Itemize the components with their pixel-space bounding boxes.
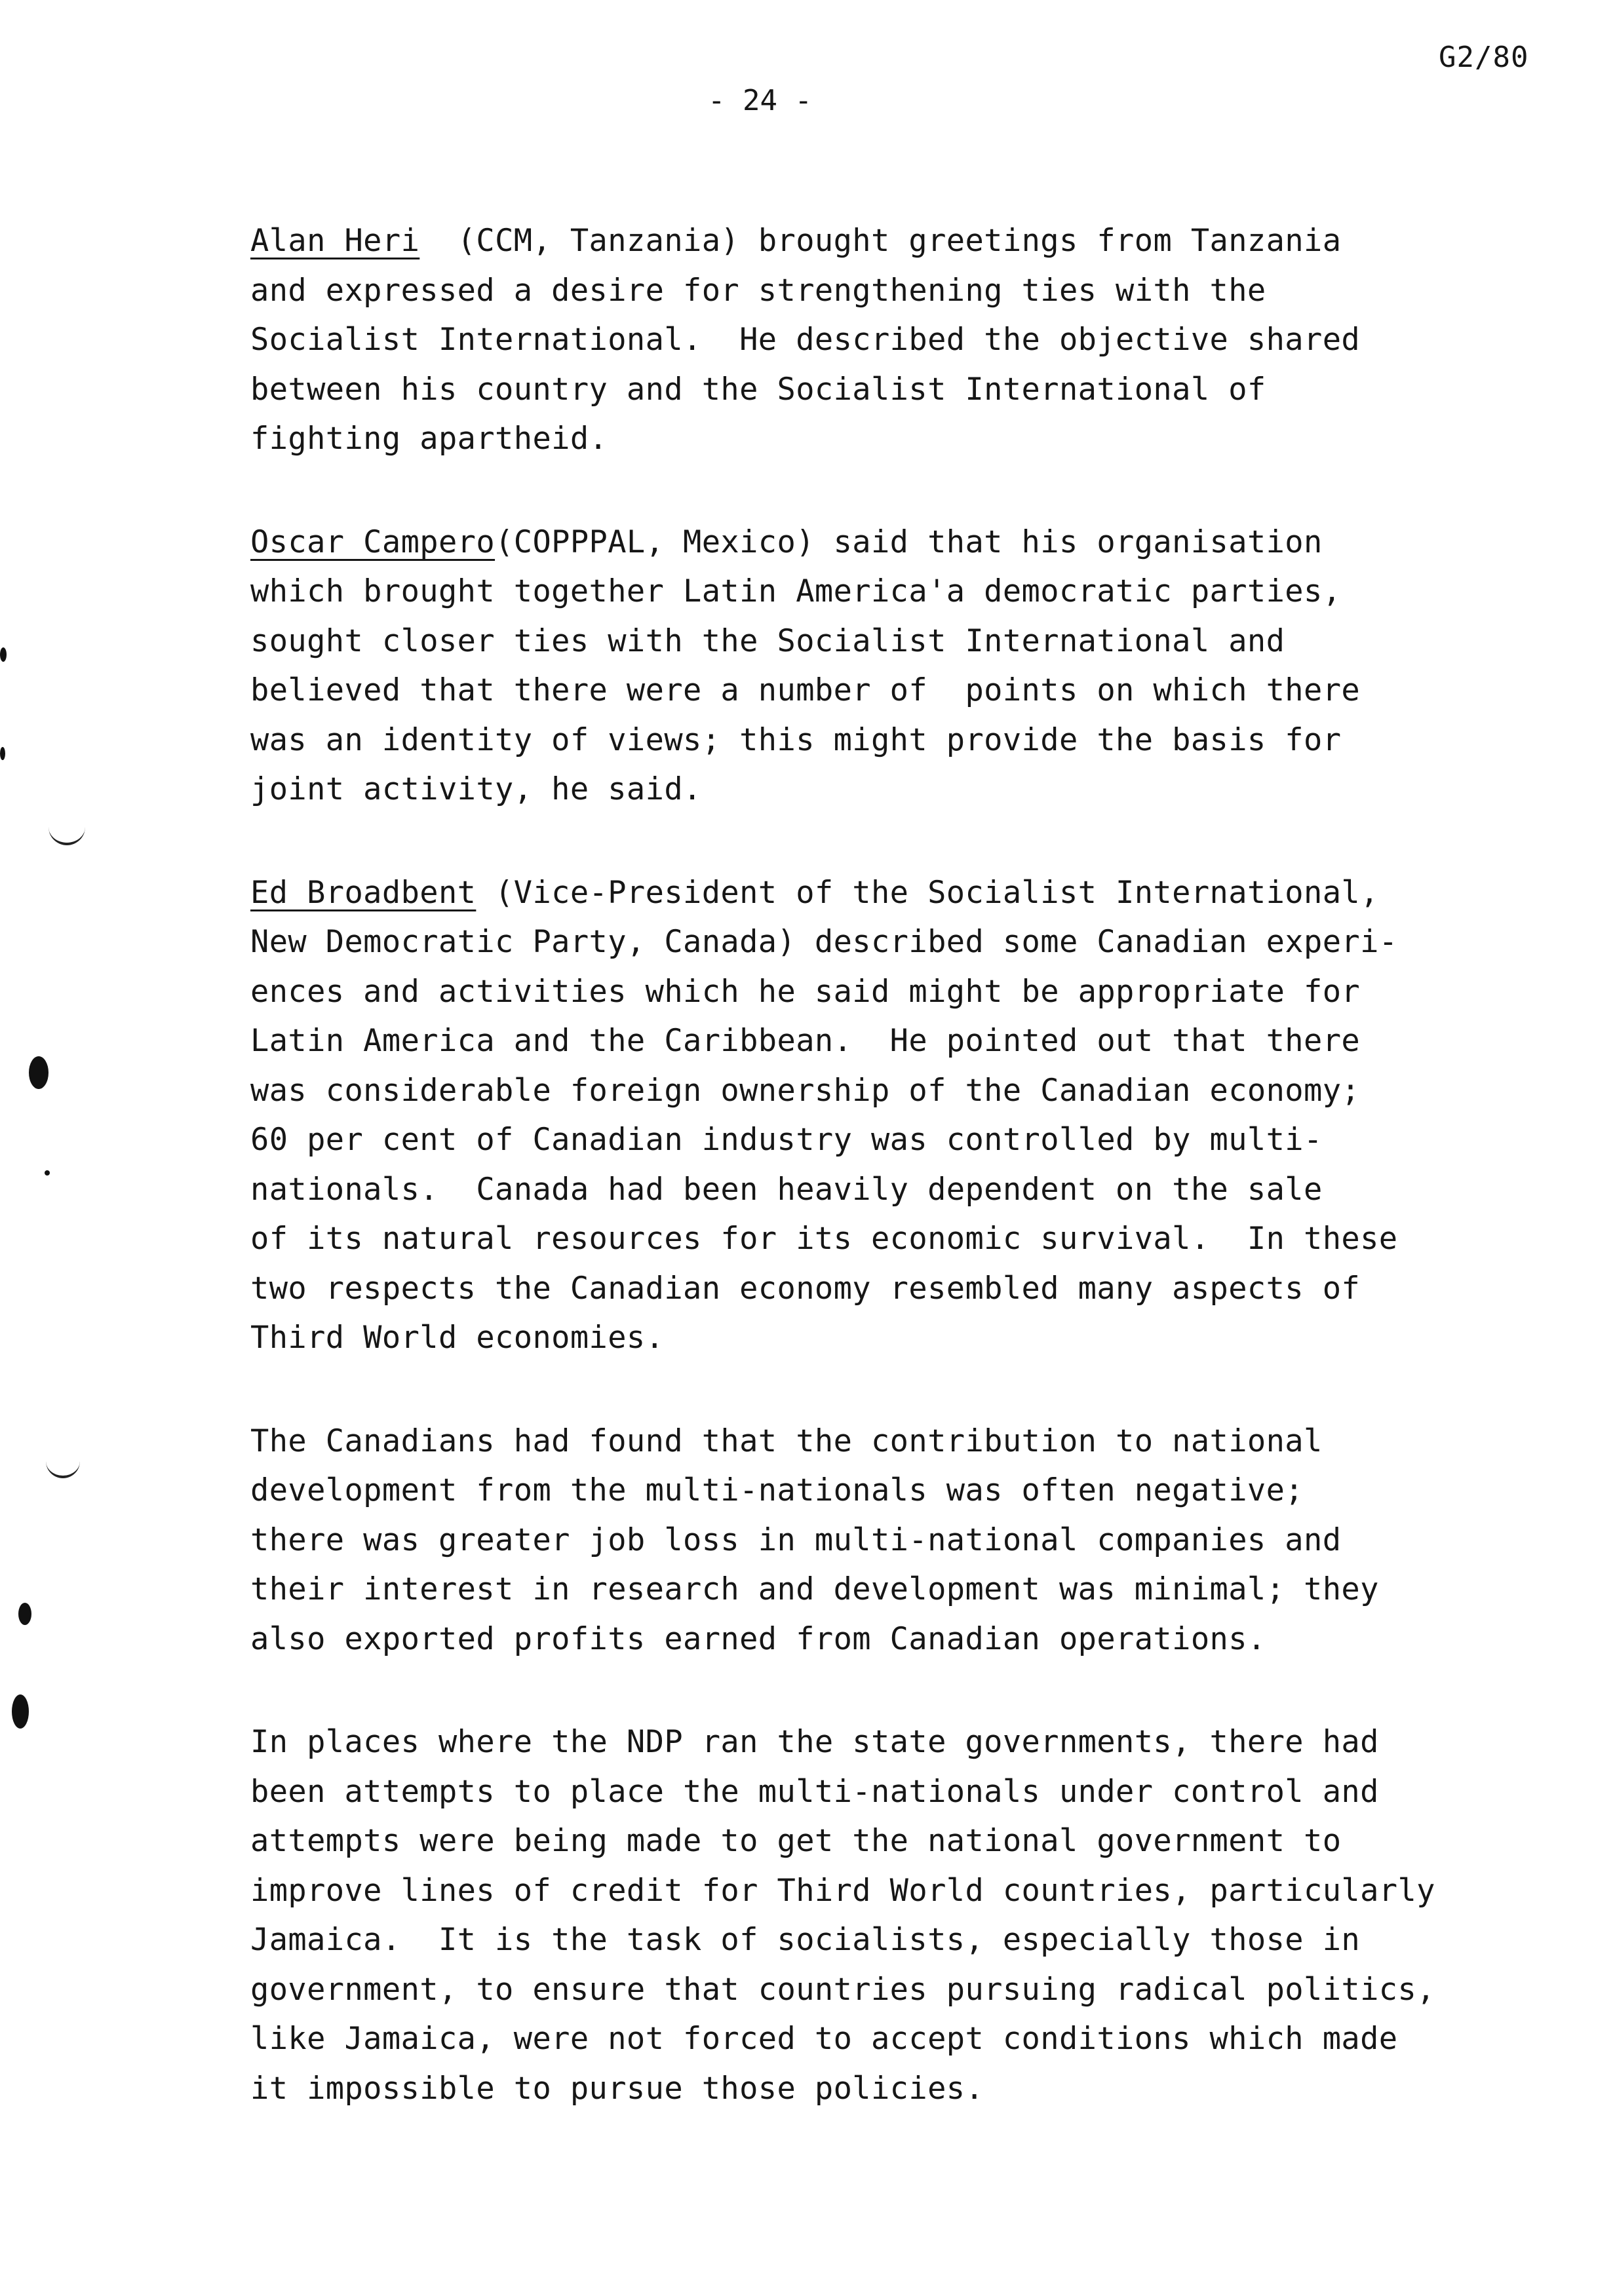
document-reference: G2/80	[1439, 41, 1529, 74]
text-line: fighting apartheid.	[250, 421, 608, 457]
text-line: which brought together Latin America'a democratic parties,	[250, 573, 1342, 609]
text-line: 60 per cent of Canadian industry was controlled by multi-	[250, 1122, 1323, 1158]
text-line: joint activity, he said.	[250, 771, 702, 807]
text-line: been attempts to place the multi-nationals under control and	[250, 1773, 1379, 1810]
text-line: In places where the NDP ran the state governments, there had	[250, 1724, 1379, 1760]
text-line: government, to ensure that countries pursuing radical politics,	[250, 1971, 1435, 2008]
paragraph-ed-broadbent	[250, 868, 1496, 1363]
text-line: development from the multi-nationals was often negative;	[250, 1472, 1304, 1508]
scan-mark	[29, 1056, 49, 1089]
text-line: it impossible to pursue those policies.	[250, 2070, 984, 2107]
scan-mark	[12, 1694, 29, 1729]
text-line: there was greater job loss in multi-national companies and	[250, 1521, 1342, 1558]
page-number: - 24 -	[708, 84, 812, 117]
paragraph-oscar-campero	[250, 518, 1496, 814]
paragraph-canadians	[250, 1417, 1496, 1664]
document-body	[250, 216, 1496, 2167]
text-line: attempts were being made to get the national government to	[250, 1823, 1342, 1859]
text-line: ences and activities which he said might be appropriate for	[250, 973, 1361, 1010]
speaker-name: Alan Heri	[250, 223, 420, 259]
paragraph-ndp-states	[250, 1717, 1496, 2113]
text-line: was considerable foreign ownership of the Canadian economy;	[250, 1072, 1361, 1109]
text-line: Ed Broadbent (Vice-President of the Socialist International,	[250, 874, 1379, 911]
scan-mark	[0, 647, 7, 662]
text-line: also exported profits earned from Canadian operations.	[250, 1620, 1266, 1657]
scan-mark	[0, 747, 5, 760]
text-line: and expressed a desire for strengthening ties with the	[250, 272, 1266, 309]
text-line: Socialist International. He described the objective shared	[250, 322, 1361, 358]
speaker-name: Ed Broadbent	[250, 874, 477, 911]
text-line: like Jamaica, were not forced to accept conditions which made	[250, 2021, 1398, 2057]
text-line: Jamaica. It is the task of socialists, especially those in	[250, 1922, 1361, 1958]
text-line: of its natural resources for its economic survival. In these	[250, 1221, 1398, 1257]
text-line: Oscar Campero(COPPPAL, Mexico) said that his organisation	[250, 524, 1323, 560]
paragraph-alan-heri	[250, 216, 1496, 464]
text-line: Third World economies.	[250, 1320, 665, 1356]
scan-mark	[46, 1453, 80, 1478]
text-line: New Democratic Party, Canada) described some Canadian experi-	[250, 924, 1398, 960]
text-line: Alan Heri (CCM, Tanzania) brought greetings from Tanzania	[250, 223, 1342, 259]
text-line: their interest in research and development was minimal; they	[250, 1571, 1379, 1607]
text-line: two respects the Canadian economy resembled many aspects of	[250, 1270, 1361, 1307]
speaker-name: Oscar Campero	[250, 524, 496, 560]
text-line: Latin America and the Caribbean. He pointed out that there	[250, 1023, 1361, 1059]
scan-mark	[18, 1603, 31, 1625]
scan-mark	[45, 1170, 50, 1176]
text-line: nationals. Canada had been heavily dependent on the sale	[250, 1171, 1323, 1208]
text-line: between his country and the Socialist International of	[250, 371, 1266, 408]
text-line: improve lines of credit for Third World countries, particularly	[250, 1872, 1435, 1909]
text-line: was an identity of views; this might provide the basis for	[250, 721, 1342, 758]
text-line: sought closer ties with the Socialist International and	[250, 622, 1285, 659]
scan-mark	[49, 816, 85, 845]
text-line: believed that there were a number of points on which there	[250, 672, 1361, 708]
text-line: The Canadians had found that the contribution to national	[250, 1423, 1323, 1459]
